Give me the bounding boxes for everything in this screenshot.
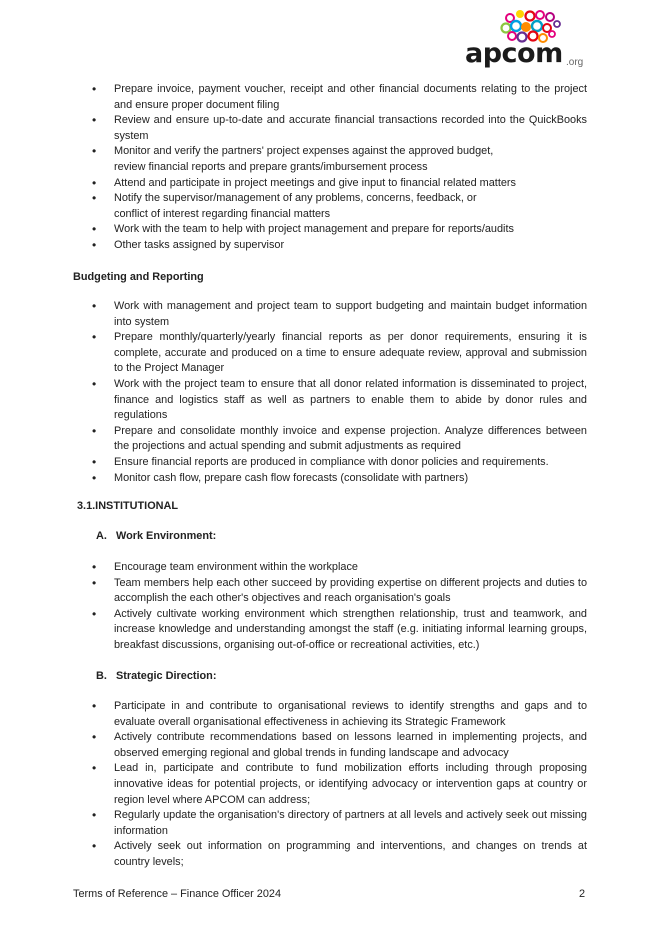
subheading-strategic-direction xyxy=(96,669,216,684)
subheading-letter: B. xyxy=(96,670,107,682)
list-item: • Prepare invoice, payment voucher, receipt and other financial documents relating to the project and ensure proper document filing xyxy=(92,82,587,113)
list-item: • Attend and participate in project meetings and give input to financial related matters xyxy=(92,176,587,192)
list-item: • Prepare monthly/quarterly/yearly financial reports as per donor requirements, ensuring it is complete, accurate and produced on a time to ensure adequate review, approval and submission to the Project Manager xyxy=(92,330,587,377)
list-item: • Encourage team environment within the workplace xyxy=(92,560,587,576)
subheading-title: Strategic Direction: xyxy=(116,670,217,682)
subheading-title: Work Environment: xyxy=(116,530,217,542)
list-item: • Other tasks assigned by supervisor xyxy=(92,238,587,254)
list-item: • Review and ensure up-to-date and accurate financial transactions recorded into the QuickBooks system xyxy=(92,113,587,144)
budgeting-list xyxy=(92,299,587,486)
list-item: • Participate in and contribute to organisational reviews to identify strengths and gaps and to evaluate overall organisational effectiveness in achieving its Strategic Framework xyxy=(92,699,587,730)
logo-wordmark: apcom xyxy=(465,38,563,69)
list-item: • Work with the team to help with project management and prepare for reports/audits xyxy=(92,222,587,238)
list-item: • Team members help each other succeed by providing expertise on different projects and duties to accomplish the each other's objectives and reach organisation's goals xyxy=(92,576,587,607)
list-item: • Monitor and verify the partners' project expenses against the approved budget, review financial reports and prepare grants/imbursement process xyxy=(92,144,587,175)
list-item: • Notify the supervisor/management of any problems, concerns, feedback, or conflict of interest regarding financial matters xyxy=(92,191,587,222)
footer-title: Terms of Reference – Finance Officer 2024 xyxy=(73,888,282,900)
list-item: • Monitor cash flow, prepare cash flow forecasts (consolidate with partners) xyxy=(92,471,587,487)
list-item: • Work with management and project team to support budgeting and maintain budget information into system xyxy=(92,299,587,330)
list-item: • Ensure financial reports are produced in compliance with donor policies and requirements. xyxy=(92,455,587,471)
list-item: • Prepare and consolidate monthly invoice and expense projection. Analyze differences between the projections and actual spending and submit adjustments as required xyxy=(92,424,587,455)
list-item: • Actively contribute recommendations based on lessons learned in implementing projects, and observed emerging regional and global trends in funding landscape and advocacy xyxy=(92,730,587,761)
subheading-work-environment xyxy=(96,529,216,544)
list-item: • Lead in, participate and contribute to fund mobilization efforts including through proposing innovative ideas for potential projects, or identifying advocacy or intervention gaps at country or region level where APCOM can address; xyxy=(92,761,587,808)
list-item: • Work with the project team to ensure that all donor related information is disseminated to project, finance and logistics staff as well as partners to enable them to abide by donor rules and regulations xyxy=(92,377,587,424)
strategic-direction-list xyxy=(92,699,587,871)
page-number: 2 xyxy=(579,888,586,900)
subheading-letter: A. xyxy=(96,530,107,542)
section-heading-budgeting: Budgeting and Reporting xyxy=(73,271,204,283)
logo-org-suffix: .org xyxy=(566,57,584,68)
section-heading-institutional: 3.1.INSTITUTIONAL xyxy=(77,500,179,512)
list-item: • Actively cultivate working environment which strengthen relationship, trust and teamwork, and increase knowledge and understanding amongst the staff (e.g. initiating informal learning groups, breakfast discussions, organising out-of-office or recreational activities, etc.) xyxy=(92,607,587,654)
duties-list xyxy=(92,82,587,254)
work-environment-list xyxy=(92,560,587,654)
list-item: • Actively seek out information on programming and interventions, and changes on trends at country levels; xyxy=(92,839,587,870)
list-item: • Regularly update the organisation's directory of partners at all levels and actively seek out missing information xyxy=(92,808,587,839)
